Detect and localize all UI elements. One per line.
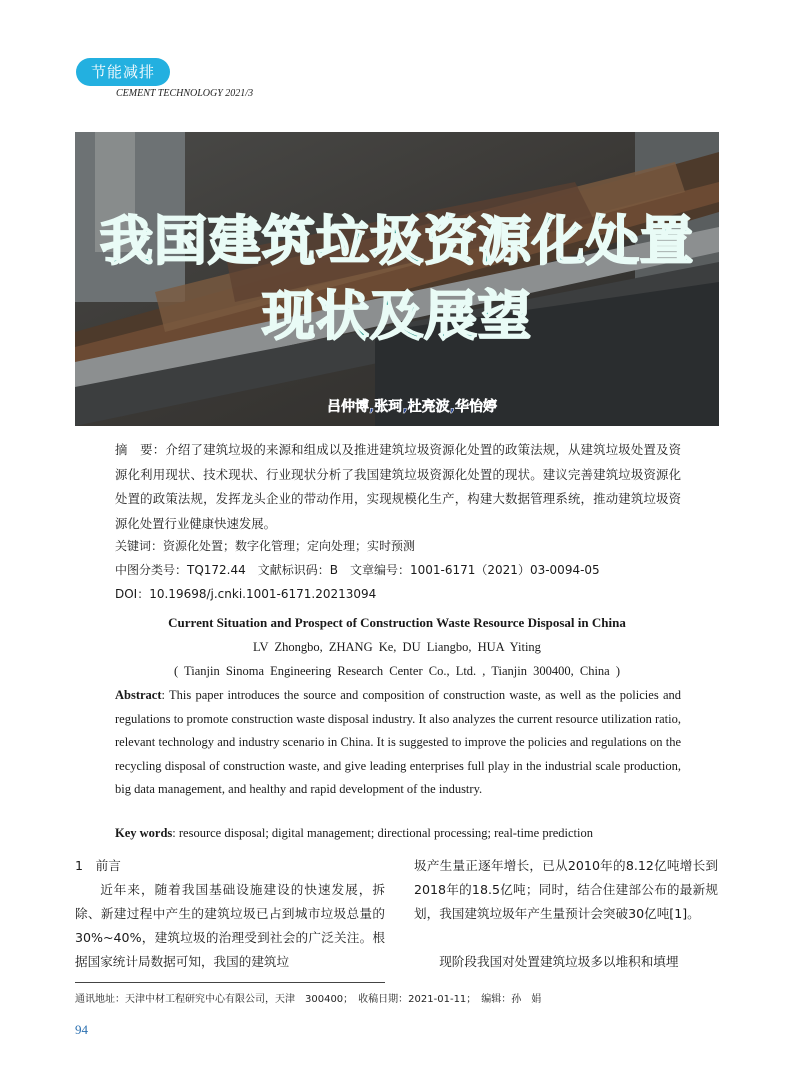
keywords-en-label: Key words [115, 826, 173, 840]
footnote-divider [75, 982, 385, 983]
abstract-zh-text: 介绍了建筑垃圾的来源和组成以及推进建筑垃圾资源化处置的政策法规，从建筑垃圾处置及资源化利用现状、技术现状、行业现状分析了我国建筑垃圾资源化处置的现状。建议完善建筑垃圾资源化处置的政策法规，发挥龙头企业的带动作用，实现规模化生产，构建大数据管理系统，推动建筑垃圾资源化处置行业健康快速发展。 [115, 442, 681, 531]
body-right-paragraph-2: 现阶段我国对处置建筑垃圾多以堆积和填埋 [439, 954, 679, 969]
english-title: Current Situation and Prospect of Construction Waste Resource Disposal in China [168, 615, 626, 630]
abstract-zh [115, 438, 681, 536]
footnote: 通讯地址：天津中材工程研究中心有限公司，天津 300400； 收稿日期：2021-01-11； 编辑：孙 娟 [75, 994, 542, 1005]
page-number: 94 [75, 1022, 88, 1037]
hero-image [75, 132, 719, 426]
keywords-en [115, 826, 593, 841]
abstract-en-text: : This paper introduces the source and composition of construction waste, as well as the policies and regulations to promote construction waste disposal industry. It also analyzes the current resource utilization ratio, relevant technology and industry scenario in China. It is suggested to improve the policies and regulations on the recycling disposal of construction waste, and give leading enterprises full play in the industrial scale production, big data management, and healthy and rapid development of the industry. [115, 688, 681, 796]
article-title-line1: 我国建筑垃圾资源化处置 [100, 211, 694, 272]
abstract-en-label: Abstract [115, 688, 162, 702]
abstract-zh-label: 摘 要： [115, 442, 166, 457]
article-title-line2: 现状及展望 [262, 286, 532, 347]
section-heading: 1 前言 [75, 858, 121, 873]
authors-zh: 吕仲博,张珂,杜亮波,华怡婷 [327, 399, 497, 415]
classification: 中图分类号：TQ172.44 文献标识码：B 文章编号：1001-6171（2021）03-0094-05 [115, 563, 600, 577]
english-authors: LV Zhongbo, ZHANG Ke, DU Liangbo, HUA Yiting [253, 640, 541, 654]
body-left-paragraph: 近年来，随着我国基础设施建设的快速发展，拆除、新建过程中产生的建筑垃圾已占到城市垃圾总量的30%~40%，建筑垃圾的治理受到社会的广泛关注。根据国家统计局数据可知，我国的建筑垃 [75, 882, 385, 969]
keywords-zh: 关键词：资源化处置；数字化管理；定向处理；实时预测 [115, 539, 416, 553]
doi: DOI：10.19698/j.cnki.1001-6171.20213094 [115, 587, 377, 601]
keywords-en-text: : resource disposal; digital management; directional processing; real-time prediction [172, 826, 593, 840]
section-badge: 节能减排 [76, 58, 170, 86]
journal-name: CEMENT TECHNOLOGY 2021/3 [116, 88, 254, 99]
body-right-paragraph: 圾产生量正逐年增长，已从2010年的8.12亿吨增长到2018年的18.5亿吨；同时，结合住建部公布的最新规划，我国建筑垃圾年产生量预计会突破30亿吨[1]。 [414, 858, 718, 921]
english-affiliation: ( Tianjin Sinoma Engineering Research Center Co., Ltd. , Tianjin 300400, China ) [173, 664, 621, 678]
abstract-en [115, 684, 681, 802]
